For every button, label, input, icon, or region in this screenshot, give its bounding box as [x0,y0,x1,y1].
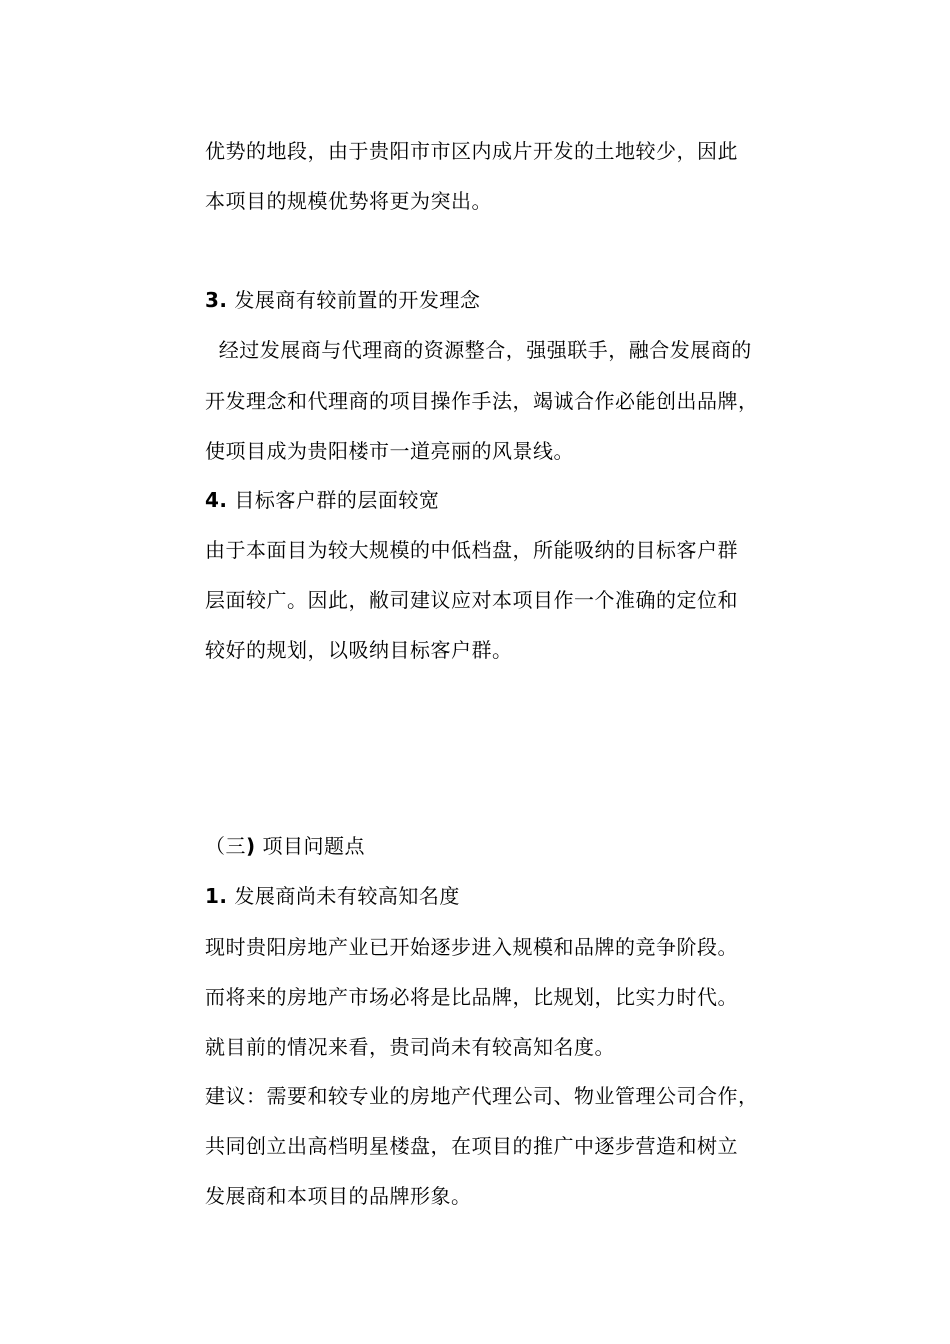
part-heading [205,833,365,859]
paragraph-line: 就目前的情况来看，贵司尚未有较高知名度。 [205,1035,615,1059]
part-title: 项目问题点 [262,834,365,858]
section-number: 4. [205,488,228,512]
paragraph-line: 经过发展商与代理商的资源整合，强强联手，融合发展商的 [205,338,752,362]
paragraph-line: 建议：需要和较专业的房地产代理公司、物业管理公司合作， [205,1084,759,1108]
paragraph-line: 层面较广。因此，敝司建议应对本项目作一个准确的定位和 [205,588,738,612]
paragraph-line: 发展商和本项目的品牌形象。 [205,1184,472,1208]
part-prefix: （三 [205,834,246,858]
section-title: 发展商尚未有较高知名度 [234,884,460,908]
section-heading [205,287,480,313]
section-heading [205,883,460,909]
section-heading [205,487,439,513]
section-title: 发展商有较前置的开发理念 [234,288,481,312]
part-bracket: ) [246,834,256,858]
paragraph-line: 而将来的房地产市场必将是比品牌，比规划，比实力时代。 [205,985,738,1009]
paragraph-line: 优势的地段，由于贵阳市市区内成片开发的土地较少，因此 [205,139,738,163]
section-title: 目标客户群的层面较宽 [234,488,440,512]
paragraph-line: 开发理念和代理商的项目操作手法，竭诚合作必能创出品牌， [205,389,759,413]
paragraph-line: 现时贵阳房地产业已开始逐步进入规模和品牌的竞争阶段。 [205,935,738,959]
paragraph-line: 由于本面目为较大规模的中低档盘，所能吸纳的目标客户群 [205,538,738,562]
section-number: 1. [205,884,228,908]
paragraph-line: 本项目的规模优势将更为突出。 [205,189,492,213]
paragraph-line: 共同创立出高档明星楼盘，在项目的推广中逐步营造和树立 [205,1134,738,1158]
section-number: 3. [205,288,228,312]
paragraph-line: 较好的规划，以吸纳目标客户群。 [205,638,513,662]
paragraph-line: 使项目成为贵阳楼市一道亮丽的风景线。 [205,439,574,463]
